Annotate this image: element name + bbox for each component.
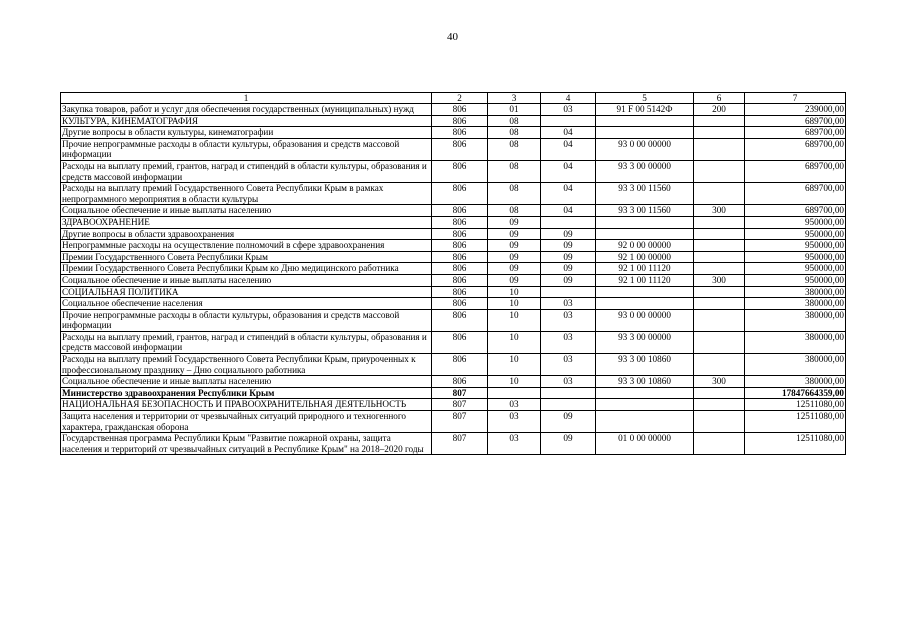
row-section-cell: 08 [488, 115, 541, 127]
header-col-5: 5 [596, 93, 694, 104]
row-code-cell: 806 [432, 286, 488, 298]
row-expense-type-cell [694, 354, 745, 376]
row-subsection-cell: 04 [541, 183, 596, 205]
row-amount-cell: 380000,00 [745, 376, 846, 388]
row-code-cell: 806 [432, 331, 488, 353]
row-amount-cell: 12511080,00 [745, 399, 846, 411]
row-code-cell: 806 [432, 263, 488, 275]
table-row [61, 376, 846, 388]
row-code-cell: 806 [432, 298, 488, 310]
row-section-cell: 10 [488, 376, 541, 388]
row-subsection-cell [541, 286, 596, 298]
header-col-7: 7 [745, 93, 846, 104]
row-code-cell: 807 [432, 411, 488, 433]
row-target-article-cell: 92 0 00 00000 [596, 240, 694, 252]
row-name-cell: Расходы на выплату премий, грантов, наград и стипендий в области культуры, образования и средств массовой информации [61, 160, 432, 182]
row-target-article-cell [596, 216, 694, 228]
table-row [61, 160, 846, 182]
row-target-article-cell [596, 399, 694, 411]
row-target-article-cell: 92 1 00 11120 [596, 274, 694, 286]
row-target-article-cell: 92 1 00 00000 [596, 251, 694, 263]
row-subsection-cell: 03 [541, 354, 596, 376]
row-amount-cell: 950000,00 [745, 240, 846, 252]
row-target-article-cell [596, 298, 694, 310]
row-section-cell: 10 [488, 354, 541, 376]
row-subsection-cell: 09 [541, 240, 596, 252]
row-code-cell: 806 [432, 376, 488, 388]
table-row [61, 104, 846, 116]
row-amount-cell: 689700,00 [745, 183, 846, 205]
row-name-cell: Расходы на выплату премий, грантов, наград и стипендий в области культуры, образования и средств массовой информации [61, 331, 432, 353]
table-row [61, 216, 846, 228]
row-name-cell: Премии Государственного Совета Республики Крым [61, 251, 432, 263]
row-expense-type-cell [694, 331, 745, 353]
row-amount-cell: 689700,00 [745, 138, 846, 160]
row-subsection-cell [541, 216, 596, 228]
row-expense-type-cell [694, 309, 745, 331]
row-amount-cell: 380000,00 [745, 309, 846, 331]
table-row [61, 354, 846, 376]
row-section-cell: 09 [488, 263, 541, 275]
table-row [61, 331, 846, 353]
row-code-cell: 806 [432, 309, 488, 331]
row-amount-cell: 380000,00 [745, 354, 846, 376]
row-name-cell: Расходы на выплату премий Государственного Совета Республики Крым в рамках непрограммного мероприятия в области культуры [61, 183, 432, 205]
row-expense-type-cell [694, 399, 745, 411]
row-section-cell: 08 [488, 183, 541, 205]
row-code-cell: 807 [432, 433, 488, 455]
row-code-cell: 806 [432, 104, 488, 116]
row-name-cell: Социальное обеспечение населения [61, 298, 432, 310]
row-code-cell: 806 [432, 251, 488, 263]
row-code-cell: 806 [432, 127, 488, 139]
row-subsection-cell: 03 [541, 376, 596, 388]
row-section-cell [488, 387, 541, 399]
table-row [61, 399, 846, 411]
row-target-article-cell [596, 387, 694, 399]
table-row [61, 240, 846, 252]
table-row [61, 433, 846, 455]
row-amount-cell: 689700,00 [745, 127, 846, 139]
row-section-cell: 09 [488, 251, 541, 263]
header-col-6: 6 [694, 93, 745, 104]
table-row [61, 183, 846, 205]
row-target-article-cell: 01 0 00 00000 [596, 433, 694, 455]
row-target-article-cell: 93 0 00 00000 [596, 309, 694, 331]
row-expense-type-cell [694, 411, 745, 433]
row-code-cell: 806 [432, 205, 488, 217]
row-target-article-cell: 93 3 00 00000 [596, 160, 694, 182]
row-expense-type-cell [694, 228, 745, 240]
row-name-cell: ЗДРАВООХРАНЕНИЕ [61, 216, 432, 228]
row-code-cell: 806 [432, 240, 488, 252]
row-expense-type-cell [694, 298, 745, 310]
row-expense-type-cell [694, 387, 745, 399]
header-col-3: 3 [488, 93, 541, 104]
table-row [61, 298, 846, 310]
row-amount-cell: 950000,00 [745, 216, 846, 228]
row-name-cell: Непрограммные расходы на осуществление полномочий в сфере здравоохранения [61, 240, 432, 252]
row-section-cell: 08 [488, 160, 541, 182]
row-amount-cell: 380000,00 [745, 298, 846, 310]
table-row [61, 115, 846, 127]
table-row [61, 251, 846, 263]
row-expense-type-cell [694, 286, 745, 298]
row-subsection-cell: 04 [541, 205, 596, 217]
row-code-cell: 806 [432, 160, 488, 182]
row-target-article-cell: 93 3 00 10860 [596, 354, 694, 376]
row-subsection-cell: 04 [541, 127, 596, 139]
row-subsection-cell: 09 [541, 433, 596, 455]
row-subsection-cell [541, 399, 596, 411]
table-body [61, 104, 846, 455]
row-section-cell: 09 [488, 216, 541, 228]
row-target-article-cell: 93 3 00 00000 [596, 331, 694, 353]
row-name-cell: Другие вопросы в области культуры, кинематографии [61, 127, 432, 139]
row-code-cell: 806 [432, 216, 488, 228]
table-row [61, 263, 846, 275]
row-expense-type-cell [694, 183, 745, 205]
row-amount-cell: 239000,00 [745, 104, 846, 116]
row-target-article-cell: 93 3 00 11560 [596, 183, 694, 205]
row-name-cell: Социальное обеспечение и иные выплаты населению [61, 274, 432, 286]
row-name-cell: НАЦИОНАЛЬНАЯ БЕЗОПАСНОСТЬ И ПРАВООХРАНИТЕЛЬНАЯ ДЕЯТЕЛЬНОСТЬ [61, 399, 432, 411]
row-name-cell: Другие вопросы в области здравоохранения [61, 228, 432, 240]
row-subsection-cell: 04 [541, 138, 596, 160]
row-expense-type-cell [694, 240, 745, 252]
row-expense-type-cell: 300 [694, 205, 745, 217]
row-amount-cell: 950000,00 [745, 263, 846, 275]
row-section-cell: 09 [488, 228, 541, 240]
row-name-cell: Социальное обеспечение и иные выплаты населению [61, 376, 432, 388]
row-amount-cell: 380000,00 [745, 331, 846, 353]
row-name-cell: Закупка товаров, работ и услуг для обеспечения государственных (муниципальных) нужд [61, 104, 432, 116]
row-section-cell: 03 [488, 411, 541, 433]
row-target-article-cell: 91 F 00 5142Ф [596, 104, 694, 116]
row-expense-type-cell [694, 138, 745, 160]
header-row [61, 93, 846, 104]
row-code-cell: 806 [432, 228, 488, 240]
row-section-cell: 10 [488, 309, 541, 331]
row-target-article-cell: 93 3 00 10860 [596, 376, 694, 388]
row-subsection-cell: 04 [541, 160, 596, 182]
row-section-cell: 01 [488, 104, 541, 116]
table-row [61, 309, 846, 331]
row-code-cell: 806 [432, 115, 488, 127]
row-section-cell: 09 [488, 274, 541, 286]
table-row [61, 411, 846, 433]
row-expense-type-cell [694, 216, 745, 228]
row-target-article-cell [596, 228, 694, 240]
row-target-article-cell [596, 115, 694, 127]
row-target-article-cell: 93 3 00 11560 [596, 205, 694, 217]
row-subsection-cell: 03 [541, 331, 596, 353]
row-name-cell: Социальное обеспечение и иные выплаты населению [61, 205, 432, 217]
row-name-cell: Защита населения и территории от чрезвычайных ситуаций природного и техногенного характера, гражданская оборона [61, 411, 432, 433]
row-code-cell: 806 [432, 183, 488, 205]
row-section-cell: 08 [488, 127, 541, 139]
row-name-cell: Министерство здравоохранения Республики Крым [61, 387, 432, 399]
row-amount-cell: 12511080,00 [745, 433, 846, 455]
row-amount-cell: 950000,00 [745, 274, 846, 286]
row-target-article-cell: 92 1 00 11120 [596, 263, 694, 275]
row-expense-type-cell [694, 127, 745, 139]
row-subsection-cell: 03 [541, 298, 596, 310]
row-subsection-cell [541, 387, 596, 399]
row-section-cell: 03 [488, 433, 541, 455]
table-row [61, 274, 846, 286]
row-amount-cell: 380000,00 [745, 286, 846, 298]
row-amount-cell: 12511080,00 [745, 411, 846, 433]
row-code-cell: 806 [432, 274, 488, 286]
row-code-cell: 807 [432, 399, 488, 411]
row-target-article-cell [596, 127, 694, 139]
row-amount-cell: 689700,00 [745, 115, 846, 127]
row-amount-cell: 950000,00 [745, 251, 846, 263]
row-section-cell: 08 [488, 138, 541, 160]
row-expense-type-cell: 300 [694, 376, 745, 388]
row-subsection-cell: 03 [541, 309, 596, 331]
row-name-cell: Расходы на выплату премий Государственного Совета Республики Крым, приуроченных к профессиональному празднику – Дню социального работника [61, 354, 432, 376]
header-col-2: 2 [432, 93, 488, 104]
table-row [61, 127, 846, 139]
row-subsection-cell: 09 [541, 274, 596, 286]
row-section-cell: 10 [488, 331, 541, 353]
row-code-cell: 806 [432, 354, 488, 376]
header-col-1: 1 [61, 93, 432, 104]
row-name-cell: Прочие непрограммные расходы в области культуры, образования и средств массовой информации [61, 138, 432, 160]
row-subsection-cell: 09 [541, 251, 596, 263]
row-subsection-cell: 09 [541, 228, 596, 240]
row-code-cell: 807 [432, 387, 488, 399]
header-col-4: 4 [541, 93, 596, 104]
row-section-cell: 09 [488, 240, 541, 252]
row-target-article-cell [596, 286, 694, 298]
page-number: 40 [447, 31, 458, 43]
row-expense-type-cell [694, 433, 745, 455]
row-subsection-cell: 03 [541, 104, 596, 116]
row-section-cell: 10 [488, 286, 541, 298]
row-name-cell: Государственная программа Республики Крым "Развитие пожарной охраны, защита населения и территорий от чрезвычайных ситуаций в Республике Крым" на 2018–2020 годы [61, 433, 432, 455]
row-subsection-cell: 09 [541, 411, 596, 433]
budget-table [60, 92, 846, 455]
row-code-cell: 806 [432, 138, 488, 160]
table-row [61, 205, 846, 217]
row-subsection-cell: 09 [541, 263, 596, 275]
row-expense-type-cell [694, 251, 745, 263]
table-row [61, 228, 846, 240]
row-section-cell: 03 [488, 399, 541, 411]
row-section-cell: 08 [488, 205, 541, 217]
row-name-cell: Прочие непрограммные расходы в области культуры, образования и средств массовой информации [61, 309, 432, 331]
row-name-cell: КУЛЬТУРА, КИНЕМАТОГРАФИЯ [61, 115, 432, 127]
row-expense-type-cell: 300 [694, 274, 745, 286]
row-name-cell: Премии Государственного Совета Республики Крым ко Дню медицинского работника [61, 263, 432, 275]
table-row [61, 286, 846, 298]
row-amount-cell: 17847664359,00 [745, 387, 846, 399]
row-subsection-cell [541, 115, 596, 127]
row-expense-type-cell [694, 160, 745, 182]
row-expense-type-cell [694, 263, 745, 275]
table-row [61, 387, 846, 399]
row-target-article-cell: 93 0 00 00000 [596, 138, 694, 160]
row-amount-cell: 950000,00 [745, 228, 846, 240]
row-amount-cell: 689700,00 [745, 160, 846, 182]
row-name-cell: СОЦИАЛЬНАЯ ПОЛИТИКА [61, 286, 432, 298]
row-target-article-cell [596, 411, 694, 433]
table-row [61, 138, 846, 160]
row-expense-type-cell [694, 115, 745, 127]
row-expense-type-cell: 200 [694, 104, 745, 116]
row-amount-cell: 689700,00 [745, 205, 846, 217]
row-section-cell: 10 [488, 298, 541, 310]
